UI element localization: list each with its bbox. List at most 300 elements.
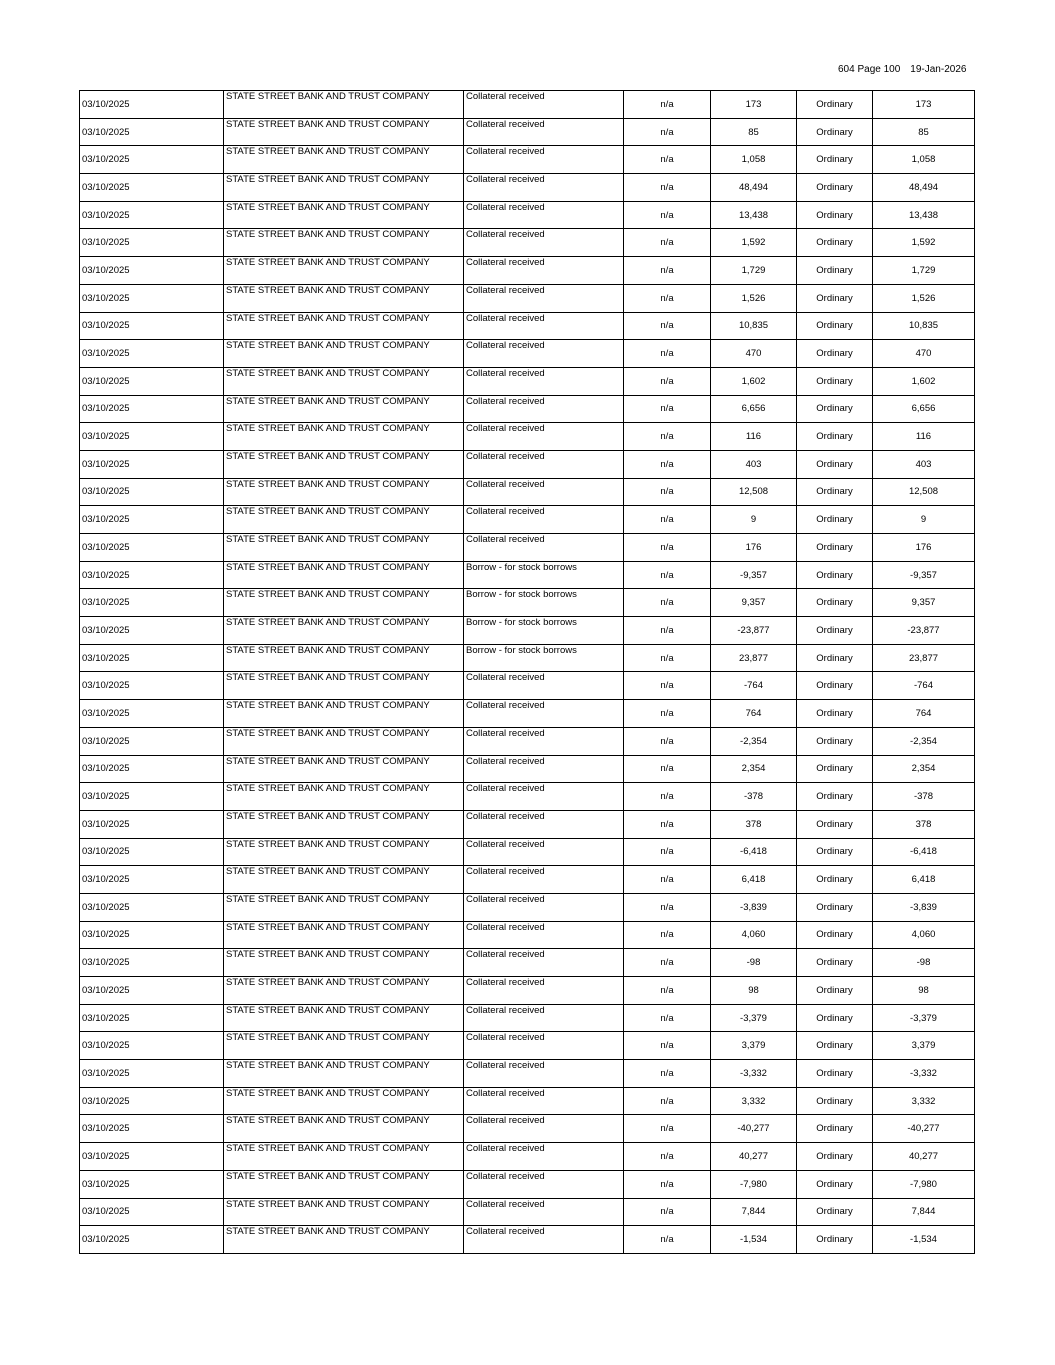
total-cell: 4,060 [873,921,975,949]
total-cell: -2,354 [873,727,975,755]
table-row [80,893,975,921]
counterparty-cell: STATE STREET BANK AND TRUST COMPANY [224,534,464,562]
transaction-type-cell: Borrow - for stock borrows [464,644,624,672]
price-cell: n/a [624,91,711,119]
table-row [80,1226,975,1254]
date-cell: 03/10/2025 [80,506,224,534]
price-cell: n/a [624,838,711,866]
total-cell: -764 [873,672,975,700]
doc-ref: 604 [838,64,855,75]
date-cell: 03/10/2025 [80,312,224,340]
price-cell: n/a [624,1115,711,1143]
share-class-cell: Ordinary [797,1032,873,1060]
date-cell: 03/10/2025 [80,1060,224,1088]
date-cell: 03/10/2025 [80,146,224,174]
price-cell: n/a [624,1087,711,1115]
total-cell: -1,534 [873,1226,975,1254]
table-row [80,506,975,534]
counterparty-cell: STATE STREET BANK AND TRUST COMPANY [224,783,464,811]
date-cell: 03/10/2025 [80,644,224,672]
date-cell: 03/10/2025 [80,617,224,645]
table-row [80,672,975,700]
counterparty-cell: STATE STREET BANK AND TRUST COMPANY [224,755,464,783]
transaction-type-cell: Collateral received [464,1004,624,1032]
quantity-cell: 116 [711,423,797,451]
counterparty-cell: STATE STREET BANK AND TRUST COMPANY [224,284,464,312]
transaction-type-cell: Collateral received [464,118,624,146]
transaction-type-cell: Collateral received [464,423,624,451]
transaction-type-cell: Collateral received [464,810,624,838]
price-cell: n/a [624,561,711,589]
total-cell: 403 [873,450,975,478]
date-cell: 03/10/2025 [80,810,224,838]
date-cell: 03/10/2025 [80,450,224,478]
share-class-cell: Ordinary [797,91,873,119]
date-cell: 03/10/2025 [80,783,224,811]
price-cell: n/a [624,977,711,1005]
counterparty-cell: STATE STREET BANK AND TRUST COMPANY [224,617,464,645]
quantity-cell: 4,060 [711,921,797,949]
table-row [80,340,975,368]
total-cell: 12,508 [873,478,975,506]
total-cell: -3,379 [873,1004,975,1032]
price-cell: n/a [624,1032,711,1060]
price-cell: n/a [624,1198,711,1226]
quantity-cell: 2,354 [711,755,797,783]
share-class-cell: Ordinary [797,450,873,478]
share-class-cell: Ordinary [797,174,873,202]
price-cell: n/a [624,174,711,202]
total-cell: 3,379 [873,1032,975,1060]
quantity-cell: -2,354 [711,727,797,755]
share-class-cell: Ordinary [797,257,873,285]
price-cell: n/a [624,146,711,174]
counterparty-cell: STATE STREET BANK AND TRUST COMPANY [224,478,464,506]
total-cell: 1,602 [873,367,975,395]
counterparty-cell: STATE STREET BANK AND TRUST COMPANY [224,977,464,1005]
price-cell: n/a [624,700,711,728]
transaction-type-cell: Borrow - for stock borrows [464,589,624,617]
table-row [80,312,975,340]
transaction-type-cell: Collateral received [464,1032,624,1060]
quantity-cell: 176 [711,534,797,562]
counterparty-cell: STATE STREET BANK AND TRUST COMPANY [224,340,464,368]
quantity-cell: -378 [711,783,797,811]
price-cell: n/a [624,783,711,811]
date-cell: 03/10/2025 [80,395,224,423]
transaction-type-cell: Collateral received [464,1198,624,1226]
table-row [80,1170,975,1198]
quantity-cell: 98 [711,977,797,1005]
table-row [80,617,975,645]
share-class-cell: Ordinary [797,340,873,368]
transaction-type-cell: Collateral received [464,727,624,755]
price-cell: n/a [624,1226,711,1254]
date-cell: 03/10/2025 [80,700,224,728]
total-cell: 1,526 [873,284,975,312]
table-row [80,91,975,119]
total-cell: -6,418 [873,838,975,866]
counterparty-cell: STATE STREET BANK AND TRUST COMPANY [224,1087,464,1115]
quantity-cell: -3,839 [711,893,797,921]
share-class-cell: Ordinary [797,617,873,645]
counterparty-cell: STATE STREET BANK AND TRUST COMPANY [224,395,464,423]
counterparty-cell: STATE STREET BANK AND TRUST COMPANY [224,1198,464,1226]
price-cell: n/a [624,284,711,312]
share-class-cell: Ordinary [797,312,873,340]
share-class-cell: Ordinary [797,949,873,977]
date-cell: 03/10/2025 [80,174,224,202]
transaction-type-cell: Collateral received [464,257,624,285]
counterparty-cell: STATE STREET BANK AND TRUST COMPANY [224,1032,464,1060]
table-row [80,478,975,506]
counterparty-cell: STATE STREET BANK AND TRUST COMPANY [224,91,464,119]
price-cell: n/a [624,1170,711,1198]
transaction-type-cell: Collateral received [464,1115,624,1143]
price-cell: n/a [624,506,711,534]
counterparty-cell: STATE STREET BANK AND TRUST COMPANY [224,1060,464,1088]
price-cell: n/a [624,423,711,451]
total-cell: 48,494 [873,174,975,202]
share-class-cell: Ordinary [797,1198,873,1226]
price-cell: n/a [624,229,711,257]
table-row [80,118,975,146]
counterparty-cell: STATE STREET BANK AND TRUST COMPANY [224,644,464,672]
price-cell: n/a [624,893,711,921]
header-date: 19-Jan-2026 [910,64,967,75]
quantity-cell: 1,058 [711,146,797,174]
share-class-cell: Ordinary [797,672,873,700]
date-cell: 03/10/2025 [80,561,224,589]
total-cell: -7,980 [873,1170,975,1198]
quantity-cell: -1,534 [711,1226,797,1254]
counterparty-cell: STATE STREET BANK AND TRUST COMPANY [224,921,464,949]
price-cell: n/a [624,257,711,285]
price-cell: n/a [624,617,711,645]
quantity-cell: -764 [711,672,797,700]
table-row [80,700,975,728]
price-cell: n/a [624,589,711,617]
date-cell: 03/10/2025 [80,589,224,617]
share-class-cell: Ordinary [797,395,873,423]
price-cell: n/a [624,367,711,395]
counterparty-cell: STATE STREET BANK AND TRUST COMPANY [224,561,464,589]
share-class-cell: Ordinary [797,561,873,589]
table-row [80,949,975,977]
transaction-type-cell: Collateral received [464,1143,624,1171]
quantity-cell: -23,877 [711,617,797,645]
price-cell: n/a [624,201,711,229]
transaction-type-cell: Collateral received [464,395,624,423]
date-cell: 03/10/2025 [80,755,224,783]
quantity-cell: 12,508 [711,478,797,506]
price-cell: n/a [624,1143,711,1171]
quantity-cell: 3,332 [711,1087,797,1115]
total-cell: -378 [873,783,975,811]
quantity-cell: 378 [711,810,797,838]
counterparty-cell: STATE STREET BANK AND TRUST COMPANY [224,229,464,257]
share-class-cell: Ordinary [797,866,873,894]
date-cell: 03/10/2025 [80,1115,224,1143]
quantity-cell: 13,438 [711,201,797,229]
counterparty-cell: STATE STREET BANK AND TRUST COMPANY [224,423,464,451]
transaction-type-cell: Collateral received [464,755,624,783]
total-cell: 2,354 [873,755,975,783]
table-row [80,395,975,423]
transaction-type-cell: Collateral received [464,1087,624,1115]
date-cell: 03/10/2025 [80,478,224,506]
table-row [80,1032,975,1060]
table-row [80,755,975,783]
quantity-cell: 10,835 [711,312,797,340]
quantity-cell: 6,418 [711,866,797,894]
table-row [80,257,975,285]
total-cell: 1,592 [873,229,975,257]
transaction-type-cell: Borrow - for stock borrows [464,617,624,645]
date-cell: 03/10/2025 [80,534,224,562]
price-cell: n/a [624,672,711,700]
date-cell: 03/10/2025 [80,977,224,1005]
transaction-type-cell: Borrow - for stock borrows [464,561,624,589]
transaction-type-cell: Collateral received [464,977,624,1005]
quantity-cell: 48,494 [711,174,797,202]
page-label: Page 100 [857,64,901,75]
counterparty-cell: STATE STREET BANK AND TRUST COMPANY [224,201,464,229]
quantity-cell: 1,729 [711,257,797,285]
total-cell: 85 [873,118,975,146]
quantity-cell: 7,844 [711,1198,797,1226]
total-cell: 98 [873,977,975,1005]
share-class-cell: Ordinary [797,201,873,229]
table-row [80,450,975,478]
counterparty-cell: STATE STREET BANK AND TRUST COMPANY [224,506,464,534]
date-cell: 03/10/2025 [80,423,224,451]
transaction-type-cell: Collateral received [464,506,624,534]
transactions-table [79,90,975,1254]
table-row [80,921,975,949]
counterparty-cell: STATE STREET BANK AND TRUST COMPANY [224,312,464,340]
share-class-cell: Ordinary [797,921,873,949]
table-row [80,1143,975,1171]
total-cell: -98 [873,949,975,977]
counterparty-cell: STATE STREET BANK AND TRUST COMPANY [224,700,464,728]
share-class-cell: Ordinary [797,977,873,1005]
quantity-cell: -7,980 [711,1170,797,1198]
date-cell: 03/10/2025 [80,727,224,755]
table-row [80,1115,975,1143]
table-row [80,561,975,589]
share-class-cell: Ordinary [797,755,873,783]
total-cell: 23,877 [873,644,975,672]
transaction-type-cell: Collateral received [464,1170,624,1198]
share-class-cell: Ordinary [797,644,873,672]
counterparty-cell: STATE STREET BANK AND TRUST COMPANY [224,893,464,921]
table-row [80,534,975,562]
counterparty-cell: STATE STREET BANK AND TRUST COMPANY [224,450,464,478]
transaction-type-cell: Collateral received [464,478,624,506]
price-cell: n/a [624,450,711,478]
quantity-cell: 173 [711,91,797,119]
share-class-cell: Ordinary [797,284,873,312]
total-cell: 13,438 [873,201,975,229]
date-cell: 03/10/2025 [80,1170,224,1198]
quantity-cell: 40,277 [711,1143,797,1171]
share-class-cell: Ordinary [797,146,873,174]
table-row [80,866,975,894]
quantity-cell: 764 [711,700,797,728]
quantity-cell: 9 [711,506,797,534]
date-cell: 03/10/2025 [80,672,224,700]
table-row [80,783,975,811]
counterparty-cell: STATE STREET BANK AND TRUST COMPANY [224,1143,464,1171]
date-cell: 03/10/2025 [80,257,224,285]
quantity-cell: 85 [711,118,797,146]
total-cell: 9,357 [873,589,975,617]
quantity-cell: 23,877 [711,644,797,672]
share-class-cell: Ordinary [797,727,873,755]
total-cell: -3,839 [873,893,975,921]
transaction-type-cell: Collateral received [464,284,624,312]
transaction-type-cell: Collateral received [464,312,624,340]
price-cell: n/a [624,534,711,562]
transaction-type-cell: Collateral received [464,146,624,174]
counterparty-cell: STATE STREET BANK AND TRUST COMPANY [224,1226,464,1254]
quantity-cell: 1,592 [711,229,797,257]
quantity-cell: -3,332 [711,1060,797,1088]
counterparty-cell: STATE STREET BANK AND TRUST COMPANY [224,174,464,202]
transaction-type-cell: Collateral received [464,1060,624,1088]
counterparty-cell: STATE STREET BANK AND TRUST COMPANY [224,118,464,146]
counterparty-cell: STATE STREET BANK AND TRUST COMPANY [224,810,464,838]
share-class-cell: Ordinary [797,423,873,451]
total-cell: 1,058 [873,146,975,174]
table-row [80,229,975,257]
table-row [80,284,975,312]
counterparty-cell: STATE STREET BANK AND TRUST COMPANY [224,672,464,700]
counterparty-cell: STATE STREET BANK AND TRUST COMPANY [224,1115,464,1143]
share-class-cell: Ordinary [797,893,873,921]
date-cell: 03/10/2025 [80,949,224,977]
table-row [80,146,975,174]
price-cell: n/a [624,118,711,146]
share-class-cell: Ordinary [797,783,873,811]
quantity-cell: 470 [711,340,797,368]
date-cell: 03/10/2025 [80,201,224,229]
total-cell: -40,277 [873,1115,975,1143]
total-cell: 764 [873,700,975,728]
share-class-cell: Ordinary [797,1087,873,1115]
date-cell: 03/10/2025 [80,118,224,146]
price-cell: n/a [624,810,711,838]
table-row [80,644,975,672]
transaction-type-cell: Collateral received [464,700,624,728]
table-row [80,1060,975,1088]
transaction-type-cell: Collateral received [464,174,624,202]
quantity-cell: 3,379 [711,1032,797,1060]
counterparty-cell: STATE STREET BANK AND TRUST COMPANY [224,727,464,755]
table-row [80,367,975,395]
date-cell: 03/10/2025 [80,367,224,395]
total-cell: 173 [873,91,975,119]
transaction-type-cell: Collateral received [464,229,624,257]
quantity-cell: 1,602 [711,367,797,395]
total-cell: -23,877 [873,617,975,645]
counterparty-cell: STATE STREET BANK AND TRUST COMPANY [224,589,464,617]
total-cell: 6,656 [873,395,975,423]
counterparty-cell: STATE STREET BANK AND TRUST COMPANY [224,1004,464,1032]
total-cell: -9,357 [873,561,975,589]
date-cell: 03/10/2025 [80,838,224,866]
table-row [80,810,975,838]
price-cell: n/a [624,949,711,977]
date-cell: 03/10/2025 [80,1032,224,1060]
date-cell: 03/10/2025 [80,1226,224,1254]
counterparty-cell: STATE STREET BANK AND TRUST COMPANY [224,146,464,174]
table-row [80,1198,975,1226]
share-class-cell: Ordinary [797,118,873,146]
share-class-cell: Ordinary [797,229,873,257]
transaction-type-cell: Collateral received [464,893,624,921]
total-cell: 378 [873,810,975,838]
date-cell: 03/10/2025 [80,866,224,894]
transaction-type-cell: Collateral received [464,866,624,894]
table-body [80,91,975,1254]
price-cell: n/a [624,755,711,783]
price-cell: n/a [624,395,711,423]
total-cell: 470 [873,340,975,368]
counterparty-cell: STATE STREET BANK AND TRUST COMPANY [224,257,464,285]
transaction-type-cell: Collateral received [464,1226,624,1254]
transaction-type-cell: Collateral received [464,367,624,395]
share-class-cell: Ordinary [797,1170,873,1198]
price-cell: n/a [624,644,711,672]
quantity-cell: -6,418 [711,838,797,866]
total-cell: 1,729 [873,257,975,285]
share-class-cell: Ordinary [797,478,873,506]
transaction-type-cell: Collateral received [464,91,624,119]
share-class-cell: Ordinary [797,1060,873,1088]
counterparty-cell: STATE STREET BANK AND TRUST COMPANY [224,949,464,977]
quantity-cell: 1,526 [711,284,797,312]
table-row [80,1087,975,1115]
transaction-type-cell: Collateral received [464,672,624,700]
share-class-cell: Ordinary [797,838,873,866]
counterparty-cell: STATE STREET BANK AND TRUST COMPANY [224,866,464,894]
total-cell: 6,418 [873,866,975,894]
table-row [80,589,975,617]
quantity-cell: 403 [711,450,797,478]
counterparty-cell: STATE STREET BANK AND TRUST COMPANY [224,367,464,395]
transaction-type-cell: Collateral received [464,838,624,866]
date-cell: 03/10/2025 [80,1143,224,1171]
total-cell: -3,332 [873,1060,975,1088]
date-cell: 03/10/2025 [80,1004,224,1032]
transaction-type-cell: Collateral received [464,783,624,811]
date-cell: 03/10/2025 [80,229,224,257]
price-cell: n/a [624,312,711,340]
price-cell: n/a [624,866,711,894]
price-cell: n/a [624,340,711,368]
table-row [80,838,975,866]
total-cell: 7,844 [873,1198,975,1226]
table-row [80,977,975,1005]
share-class-cell: Ordinary [797,1226,873,1254]
table-row [80,201,975,229]
share-class-cell: Ordinary [797,589,873,617]
total-cell: 3,332 [873,1087,975,1115]
share-class-cell: Ordinary [797,506,873,534]
date-cell: 03/10/2025 [80,1087,224,1115]
